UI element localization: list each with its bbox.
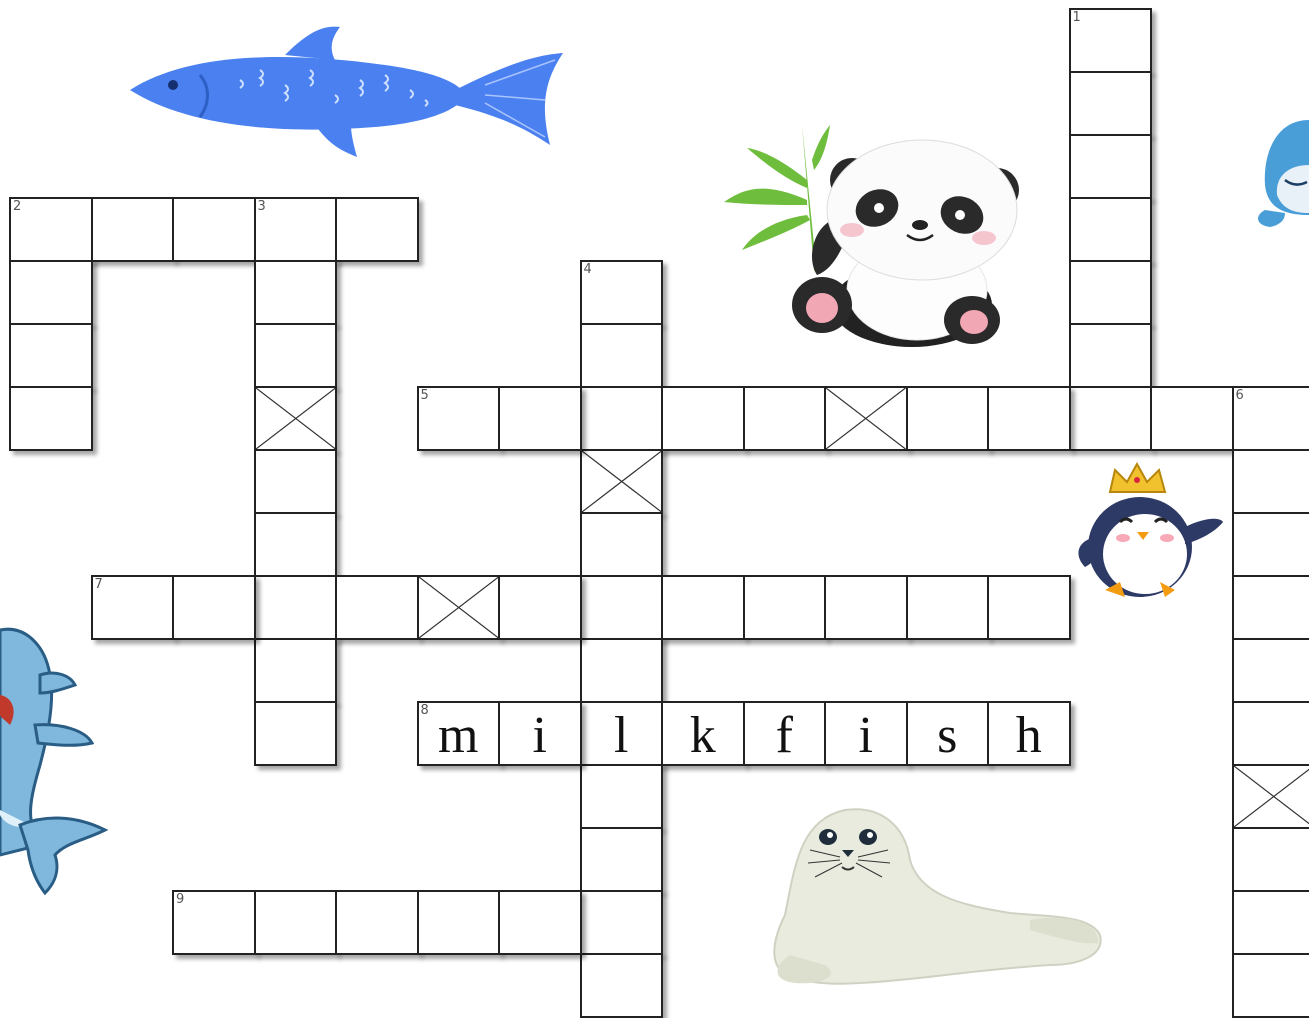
crossword-cell[interactable] (1232, 512, 1309, 577)
crossword-cell[interactable] (580, 827, 664, 892)
crossword-cell[interactable] (172, 575, 256, 640)
answer-letter: i (858, 707, 873, 764)
crossword-cell[interactable] (1069, 8, 1153, 73)
crossword-cell[interactable] (335, 197, 419, 262)
cross-mark-icon (582, 451, 662, 512)
crossword-cell[interactable] (9, 323, 93, 388)
clue-number-label: 2 (13, 199, 22, 214)
crossword-cell[interactable] (906, 386, 990, 451)
crossword-cell[interactable] (254, 575, 338, 640)
crossword-cell[interactable] (335, 890, 419, 955)
crossword-cell[interactable] (254, 449, 338, 514)
crossword-cell[interactable] (254, 323, 338, 388)
crossword-cell[interactable] (987, 386, 1071, 451)
answer-letter: m (438, 707, 479, 764)
cross-mark-icon (419, 577, 499, 638)
crossword-cell[interactable] (824, 575, 908, 640)
crossword-cell[interactable] (906, 701, 990, 766)
blocked-cell (417, 575, 501, 640)
crossword-cell[interactable] (1232, 386, 1309, 451)
crossword-cell[interactable] (580, 323, 664, 388)
crossword-cell[interactable] (580, 701, 664, 766)
crossword-cell[interactable] (498, 701, 582, 766)
crossword-cell[interactable] (417, 701, 501, 766)
crossword-cell[interactable] (580, 575, 664, 640)
blocked-cell (254, 386, 338, 451)
crossword-cell[interactable] (1069, 386, 1153, 451)
crossword-cell[interactable] (254, 512, 338, 577)
crossword-cell[interactable] (1232, 827, 1309, 892)
crossword-cell[interactable] (417, 890, 501, 955)
crossword-cell[interactable] (172, 197, 256, 262)
blocked-cell (580, 449, 664, 514)
crossword-cell[interactable] (1069, 260, 1153, 325)
cross-mark-icon (256, 388, 336, 449)
answer-letter: l (614, 707, 629, 764)
crossword-cell[interactable] (1069, 134, 1153, 199)
crossword-cell[interactable] (9, 386, 93, 451)
crossword-cell[interactable] (417, 386, 501, 451)
crossword-cell[interactable] (1232, 449, 1309, 514)
answer-letter: f (775, 707, 793, 764)
crossword-cell[interactable] (580, 953, 664, 1018)
crossword-cell[interactable] (1232, 953, 1309, 1018)
answer-letter: s (937, 707, 958, 764)
answer-letter: h (1015, 707, 1042, 764)
crossword-cell[interactable] (987, 575, 1071, 640)
crossword-cell[interactable] (91, 197, 175, 262)
crossword-cell[interactable] (498, 575, 582, 640)
crossword-cell[interactable] (91, 575, 175, 640)
clue-number-label: 5 (420, 388, 429, 403)
crossword-cell[interactable] (498, 386, 582, 451)
crossword-cell[interactable] (1232, 701, 1309, 766)
crossword-cell[interactable] (254, 260, 338, 325)
crossword-cell[interactable] (743, 575, 827, 640)
clue-number-label: 4 (583, 262, 592, 277)
clue-number-label: 8 (420, 703, 429, 718)
crossword-cell[interactable] (9, 197, 93, 262)
crossword-cell[interactable] (1069, 197, 1153, 262)
crossword-cell[interactable] (580, 386, 664, 451)
crossword-cell[interactable] (580, 512, 664, 577)
cross-mark-icon (826, 388, 906, 449)
crossword-cell[interactable] (335, 575, 419, 640)
crossword-cell[interactable] (743, 386, 827, 451)
crossword-cell[interactable] (9, 260, 93, 325)
crossword-cell[interactable] (1232, 575, 1309, 640)
crossword-cell[interactable] (906, 575, 990, 640)
crossword-cell[interactable] (580, 638, 664, 703)
crossword-cell[interactable] (743, 701, 827, 766)
crossword-cell[interactable] (661, 575, 745, 640)
clue-number-label: 3 (257, 199, 266, 214)
crossword-cell[interactable] (987, 701, 1071, 766)
answer-letter: i (532, 707, 547, 764)
crossword-cell[interactable] (1232, 890, 1309, 955)
crossword-cell[interactable] (254, 197, 338, 262)
crossword-cell[interactable] (580, 260, 664, 325)
crossword-cell[interactable] (172, 890, 256, 955)
crossword-cell[interactable] (824, 701, 908, 766)
crossword-cell[interactable] (1150, 386, 1234, 451)
crossword-cell[interactable] (580, 764, 664, 829)
clue-number-label: 1 (1072, 10, 1081, 25)
clue-number-label: 6 (1235, 388, 1244, 403)
clue-number-label: 7 (94, 577, 103, 592)
crossword-cell[interactable] (254, 701, 338, 766)
answer-letter: k (689, 707, 716, 764)
crossword-cell[interactable] (1069, 323, 1153, 388)
cross-mark-icon (1234, 766, 1309, 827)
crossword-cell[interactable] (498, 890, 582, 955)
crossword-cell[interactable] (580, 890, 664, 955)
crossword-cell[interactable] (1232, 638, 1309, 703)
crossword-cell[interactable] (661, 701, 745, 766)
clue-number-label: 9 (176, 892, 185, 907)
crossword-cell[interactable] (661, 386, 745, 451)
crossword-cell[interactable] (254, 890, 338, 955)
crossword-cell[interactable] (1069, 71, 1153, 136)
crossword-cell[interactable] (254, 638, 338, 703)
blocked-cell (824, 386, 908, 451)
blocked-cell (1232, 764, 1309, 829)
